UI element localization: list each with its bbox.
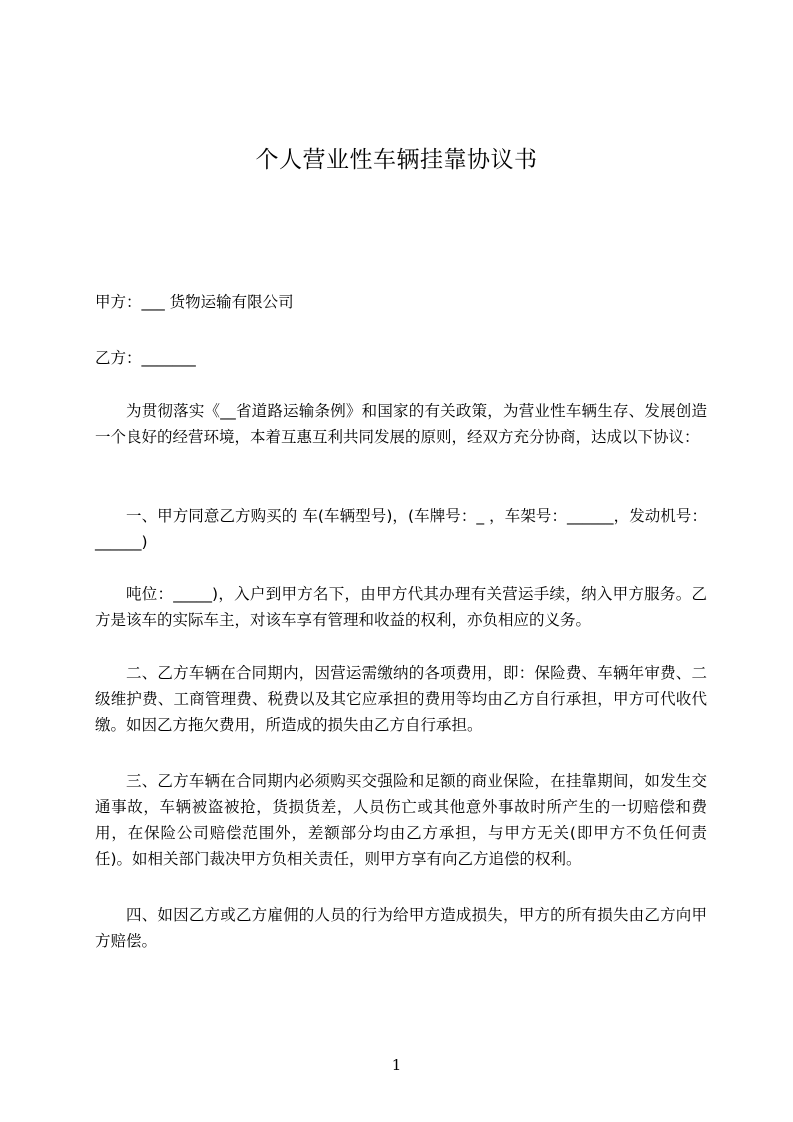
clause-1-text: 一、甲方同意乙方购买的 车(车辆型号)，(车牌号：_ ，车架号：______，发动机号：______) (95, 507, 707, 551)
clause-4-paragraph (95, 902, 707, 954)
party-b-line: 乙方：_______ (95, 349, 196, 367)
page-number: 1 (391, 1056, 402, 1074)
clause-1-continuation-paragraph (95, 581, 707, 633)
preamble-text: 为贯彻落实《__省道路运输条例》和国家的有关政策，为营业性车辆生存、发展创造一个良好的经营环境，本着互惠互利共同发展的原则，经双方充分协商，达成以下协议： (95, 402, 707, 446)
party-a-line: 甲方：___ 货物运输有限公司 (95, 293, 294, 311)
clause-4-text: 四、如因乙方或乙方雇佣的人员的行为给甲方造成损失，甲方的所有损失由乙方向甲方赔偿。 (95, 906, 707, 950)
clause-2-paragraph (95, 660, 707, 738)
clause-3-paragraph (95, 768, 707, 872)
clause-2-text: 二、乙方车辆在合同期内，因营运需缴纳的各项费用，即：保险费、车辆年审费、二级维护费、工商管理费、税费以及其它应承担的费用等均由乙方自行承担，甲方可代收代缴。如因乙方拖欠费用，所造成的损失由乙方自行承担。 (95, 664, 707, 734)
clause-1-paragraph (95, 503, 707, 555)
clause-3-text: 三、乙方车辆在合同期内必须购买交强险和足额的商业保险，在挂靠期间，如发生交通事故，车辆被盗被抢，货损货差，人员伤亡或其他意外事故时所产生的一切赔偿和费用，在保险公司赔偿范围外，差额部分均由乙方承担，与甲方无关(即甲方不负任何责任)。如相关部门裁决甲方负相关责任，则甲方享有向乙方追偿的权利。 (95, 772, 707, 868)
clause-1-continuation-text: 吨位：_____)，入户到甲方名下，由甲方代其办理有关营运手续，纳入甲方服务。乙方是该车的实际车主，对该车享有管理和收益的权利，亦负相应的义务。 (95, 585, 707, 629)
document-title: 个人营业性车辆挂靠协议书 (255, 147, 538, 173)
preamble-paragraph (95, 398, 707, 450)
